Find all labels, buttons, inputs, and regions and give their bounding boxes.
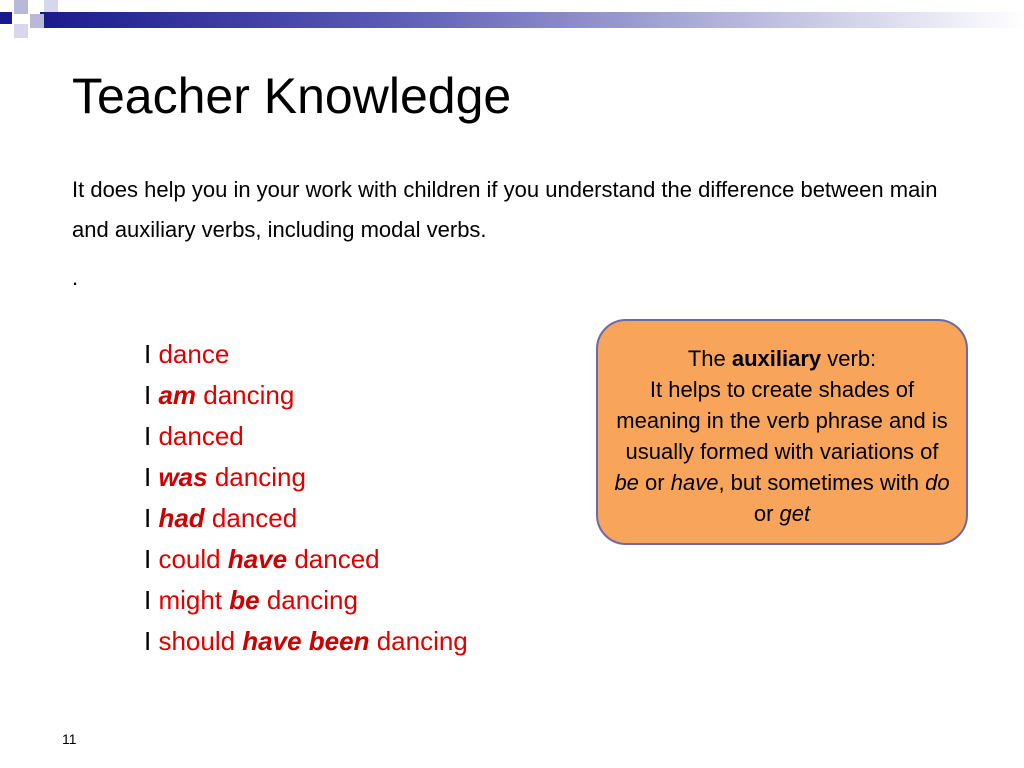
auxiliary-callout-box xyxy=(596,319,968,545)
example-line: I was dancing xyxy=(144,462,306,492)
example-line: I could have danced xyxy=(144,544,380,574)
example-line: I should have been dancing xyxy=(144,626,468,656)
callout-heading: The auxiliary verb: xyxy=(687,346,877,371)
example-line: I am dancing xyxy=(144,380,295,410)
header-gradient-bar xyxy=(40,12,1024,28)
slide-title: Teacher Knowledge xyxy=(72,68,512,124)
decor-square xyxy=(14,0,28,14)
decor-square xyxy=(30,14,44,28)
decor-square xyxy=(0,12,12,24)
decor-square xyxy=(44,0,58,12)
decor-square xyxy=(14,24,28,38)
example-line: I danced xyxy=(144,421,244,451)
page-number: 11 xyxy=(62,731,77,747)
example-list xyxy=(144,334,468,662)
example-line: I might be dancing xyxy=(144,585,358,615)
header-decoration xyxy=(0,0,1024,40)
example-line: I dance xyxy=(144,339,230,369)
callout-body: It helps to create shades of meaning in the verb phrase and is usually formed with variations of be or have, but sometimes with do or get xyxy=(614,377,950,526)
example-line: I had danced xyxy=(144,503,298,533)
intro-text: It does help you in your work with children if you understand the difference between main and auxiliary verbs, including modal verbs. xyxy=(72,177,938,242)
stray-dot: . xyxy=(72,265,79,290)
